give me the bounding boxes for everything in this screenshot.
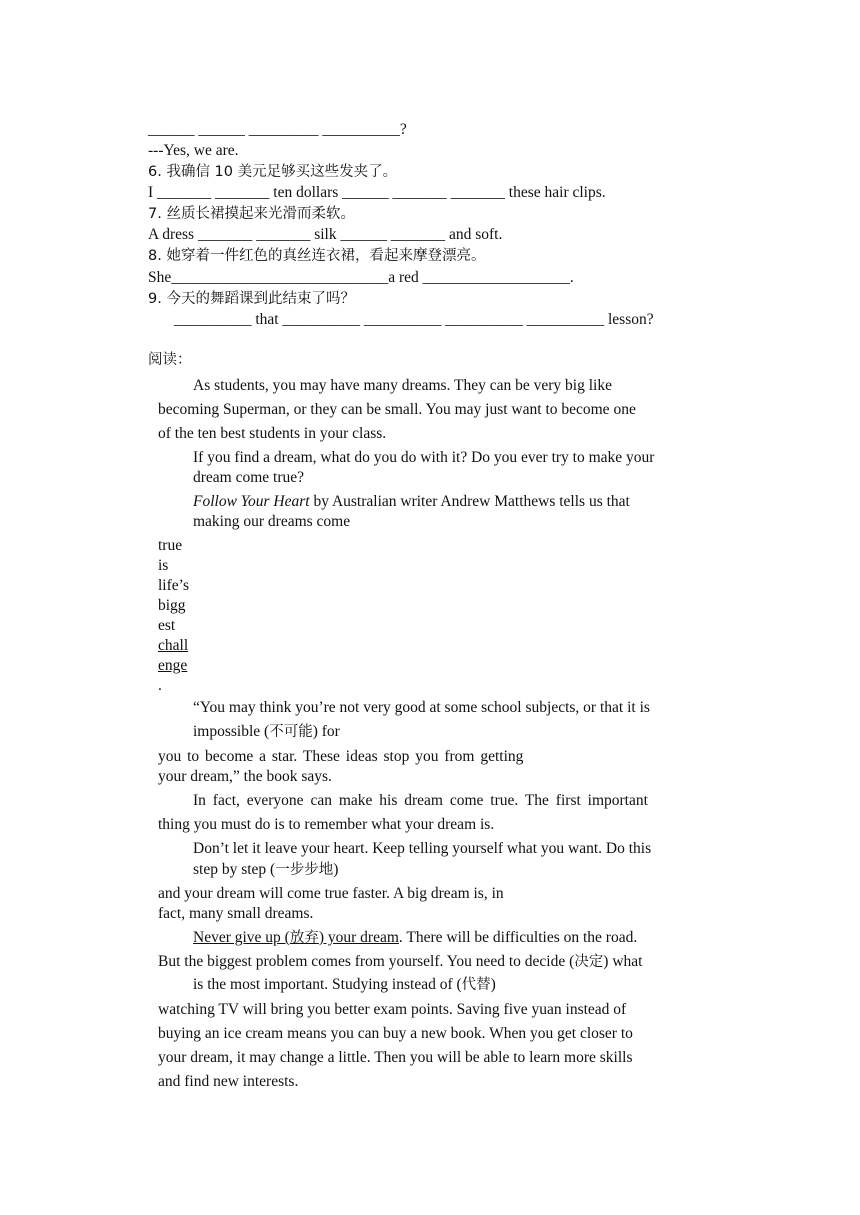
- p7-line2: [158, 952, 642, 972]
- narrow-word-4: bigg: [158, 597, 186, 614]
- q9-english: __________ that __________ __________ __________ __________ lesson?: [174, 311, 654, 328]
- p7-line3-a: is the most important. Studying instead of (: [193, 976, 462, 993]
- p6-line2-b: ): [333, 861, 339, 878]
- p7-u-a: Never give up (: [193, 929, 290, 946]
- p5-line2: thing you must do is to remember what your dream is.: [158, 816, 495, 833]
- narrow-word-8: .: [158, 677, 162, 694]
- p7-line7: and find new interests.: [158, 1073, 299, 1090]
- p7-line3-cn: 代替: [461, 977, 491, 993]
- p3-line2: making our dreams come: [193, 513, 351, 530]
- narrow-word-2: is: [158, 557, 169, 574]
- p7-line3: [193, 975, 496, 995]
- p4-line4: your dream,” the book says.: [158, 768, 332, 785]
- p7-line2-a: But the biggest problem comes from yourself. You need to decide (: [158, 953, 575, 970]
- book-title: Follow Your Heart: [193, 493, 310, 510]
- narrow-word-3: life’s: [158, 577, 189, 594]
- q5-answer: ---Yes, we are.: [148, 142, 239, 159]
- p7-line1: [193, 928, 637, 948]
- q6-chinese: 6. 我确信 10 美元足够买这些发夹了。: [148, 164, 398, 180]
- q8-english: She____________________________a red ___________________.: [148, 269, 574, 286]
- p1-line2: becoming Superman, or they can be small. You may just want to become one: [158, 401, 636, 418]
- p1-line3: of the ten best students in your class.: [158, 425, 387, 442]
- q9-chinese: 9. 今天的舞蹈课到此结束了吗？: [148, 291, 355, 307]
- narrow-word-6: chall: [158, 637, 189, 654]
- p7-line2-cn: 决定: [574, 954, 604, 970]
- q6-english: I _______ _______ ten dollars ______ _______ _______ these hair clips.: [148, 184, 606, 201]
- p7-line3-b: ): [490, 976, 496, 993]
- p4-line2: [193, 722, 340, 742]
- p2-line1: If you find a dream, what do you do with it? Do you ever try to make your: [193, 449, 655, 466]
- p7-line6: your dream, it may change a little. Then you will be able to learn more skills: [158, 1049, 633, 1066]
- p7-line4: watching TV will bring you better exam points. Saving five yuan instead of: [158, 1001, 627, 1018]
- p6-line2: [193, 860, 338, 880]
- q7-english: A dress _______ _______ silk ______ _______ and soft.: [148, 226, 503, 243]
- p4-line2-b: ) for: [312, 723, 340, 740]
- p4-line2-a: impossible (: [193, 723, 270, 740]
- reading-heading: 阅读：: [148, 352, 192, 368]
- p6-line4: fact, many small dreams.: [158, 905, 314, 922]
- p5-line1: In fact, everyone can make his dream come true. The first important: [193, 792, 648, 809]
- p4-line1: “You may think you’re not very good at some school subjects, or that it is: [193, 699, 650, 716]
- q7-chinese: 7. 丝质长裙摸起来光滑而柔软。: [148, 206, 355, 222]
- p6-line1: Don’t let it leave your heart. Keep telling yourself what you want. Do this: [193, 840, 652, 857]
- p7-line2-b: ) what: [603, 953, 643, 970]
- p4-line2-cn: 不可能: [269, 724, 313, 740]
- p4-line3: you to become a star. These ideas stop you from getting: [158, 748, 524, 765]
- p7-u-cn: 放弃: [289, 930, 319, 946]
- q8-chinese: 8. 她穿着一件红色的真丝连衣裙，看起来摩登漂亮。: [148, 248, 486, 264]
- narrow-word-5: est: [158, 617, 176, 634]
- p6-line2-a: step by step (: [193, 861, 276, 878]
- p7-underlined-phrase: [193, 929, 399, 946]
- p1-line1: As students, you may have many dreams. They can be very big like: [193, 377, 612, 394]
- p2-line2: dream come true?: [193, 469, 305, 486]
- p7-line5: buying an ice cream means you can buy a new book. When you get closer to: [158, 1025, 633, 1042]
- p6-line2-cn: 一步步地: [275, 862, 334, 878]
- p3-line1-rest: by Australian writer Andrew Matthews tells us that: [309, 493, 630, 510]
- narrow-word-7: enge: [158, 657, 188, 674]
- p6-line3: and your dream will come true faster. A big dream is, in: [158, 885, 504, 902]
- p7-u-b: ) your dream: [318, 929, 399, 946]
- p3-line1: [193, 492, 630, 512]
- narrow-word-1: true: [158, 537, 183, 554]
- p7-line1-rest: . There will be difficulties on the road.: [398, 929, 638, 946]
- q5-blanks: ______ ______ _________ __________?: [148, 121, 407, 138]
